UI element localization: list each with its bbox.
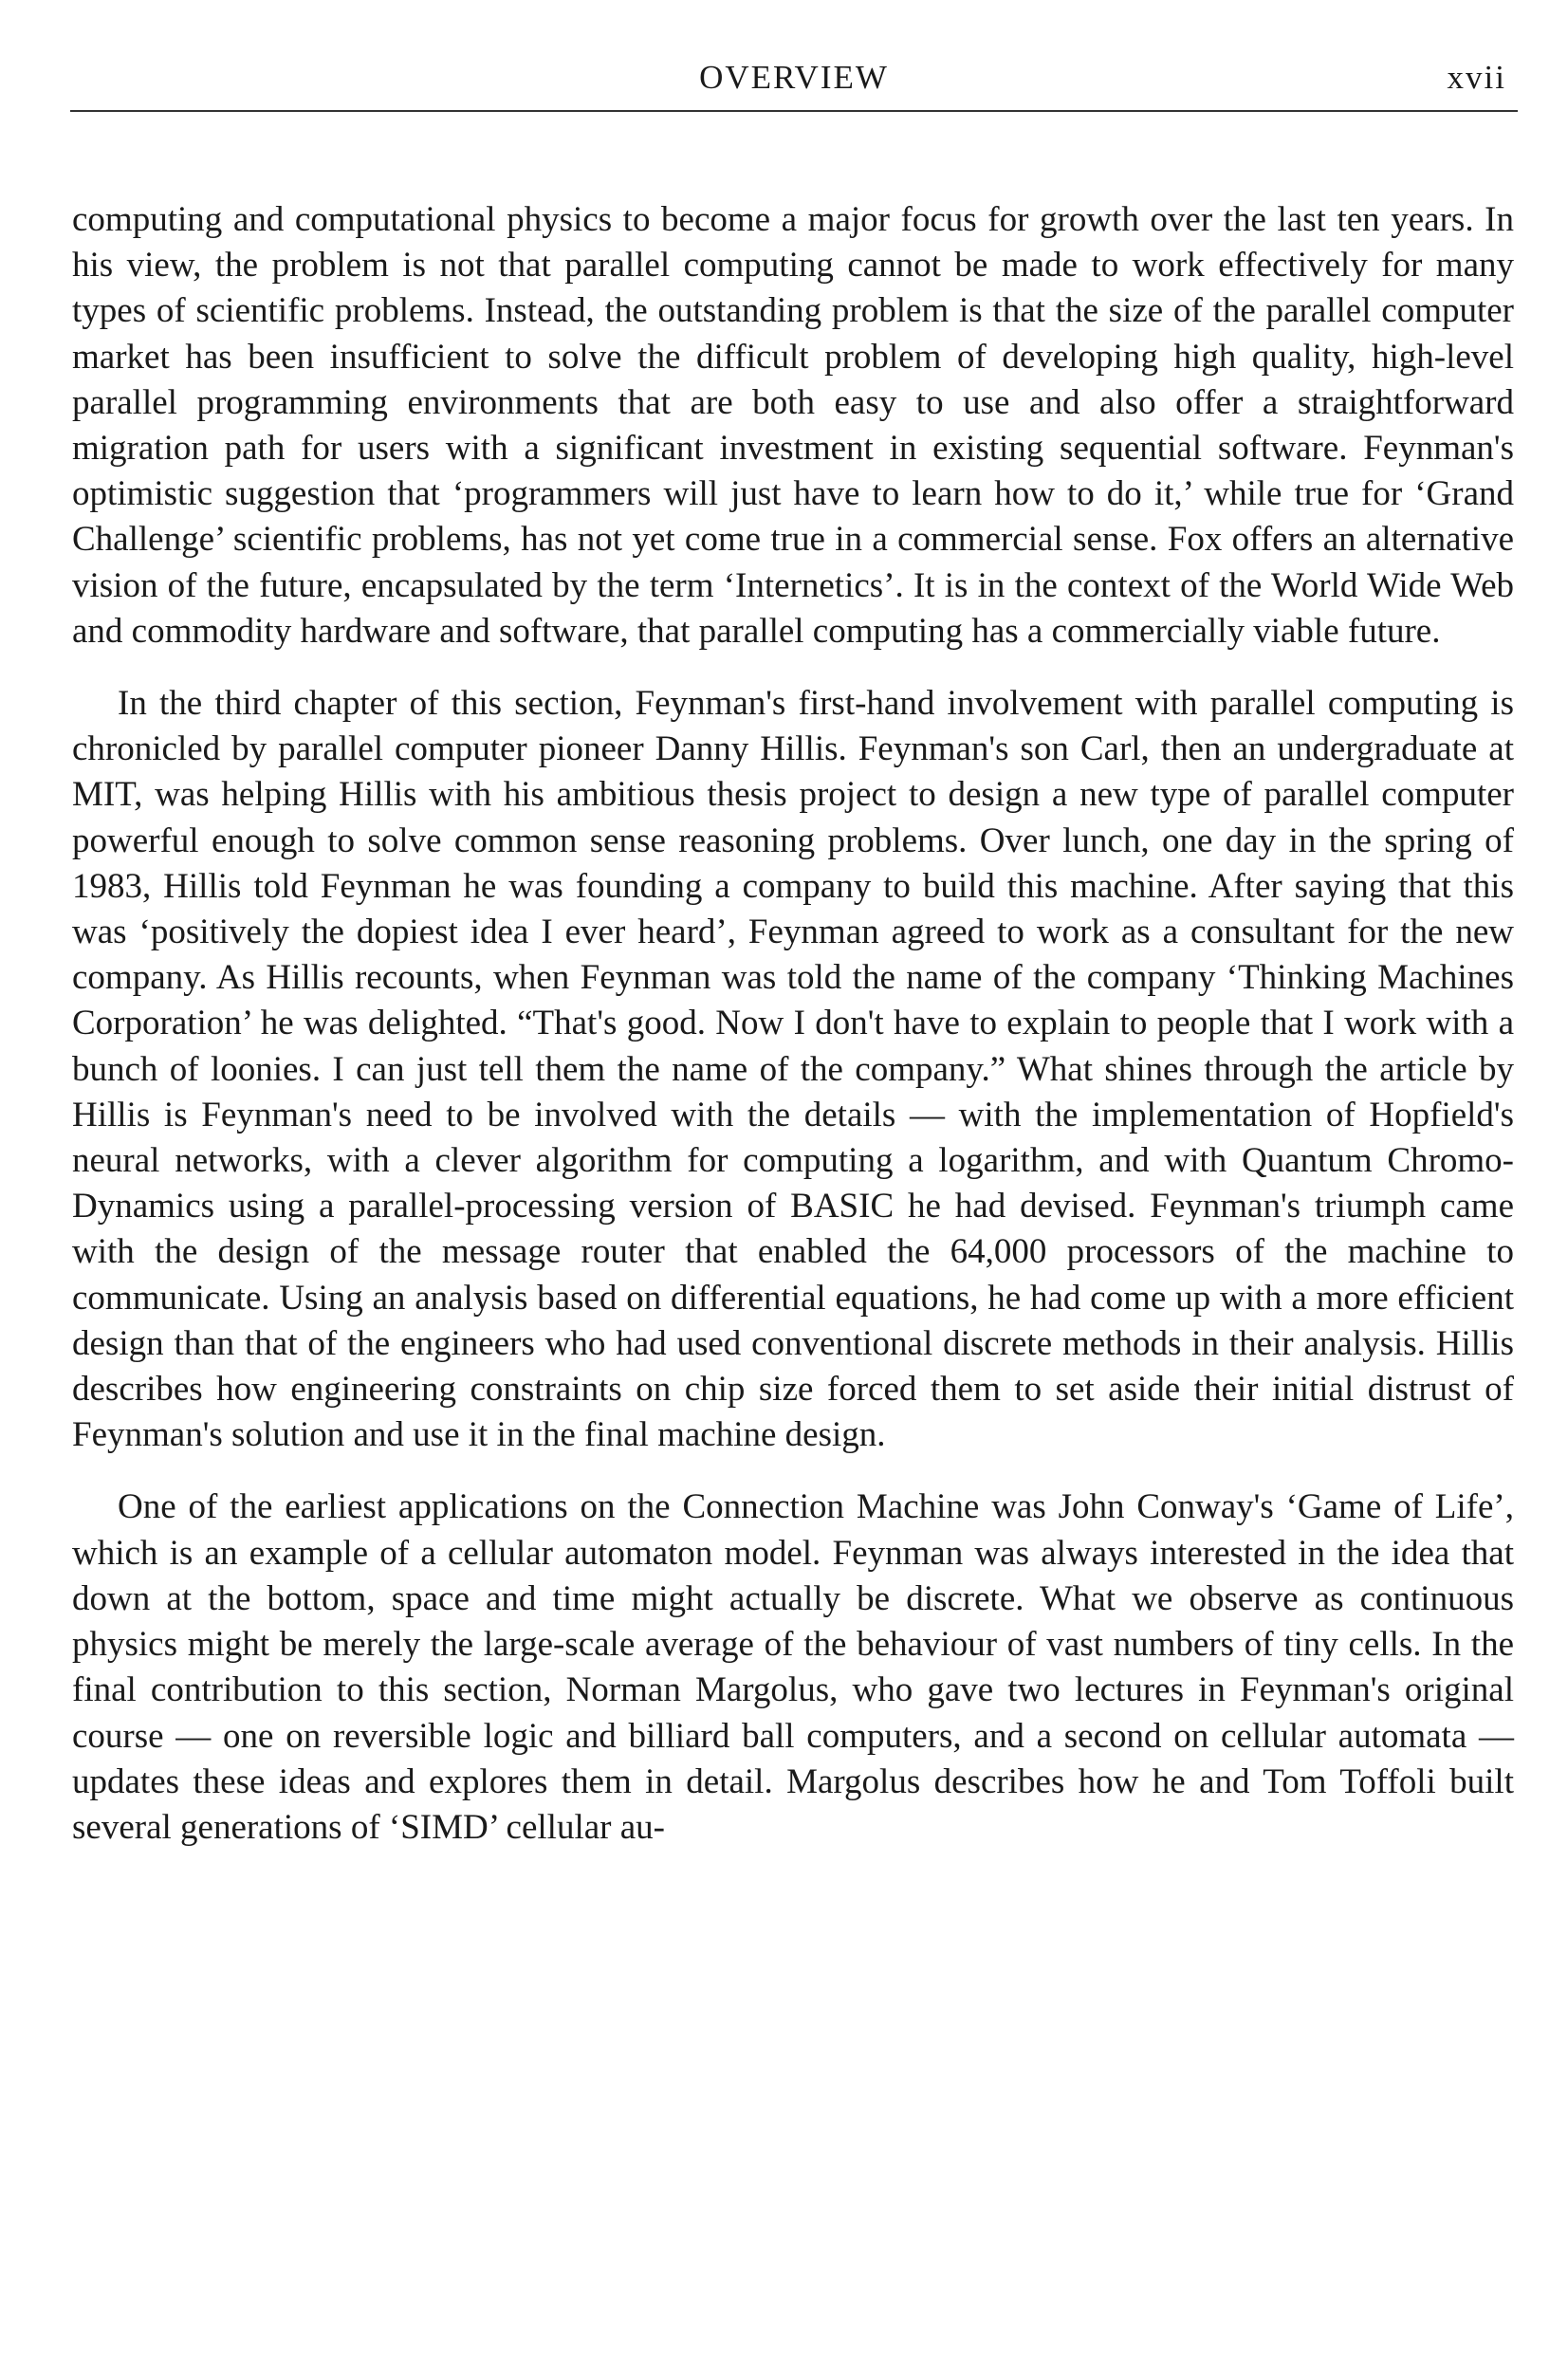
header-rule [70,110,1518,112]
paragraph-3: One of the earliest applications on the Connection Machine was John Conway's ‘Game of Life’, which is an example of a cellular automaton model. Feynman was always interested in the idea that down at the bottom, space and time might actually be discrete. What we observe as continuous physics might be merely the large-scale average of the behaviour of vast numbers of tiny cells. In the final contribution to this section, Norman Margolus, who gave two lectures in Feynman's original course — one on reversible logic and billiard ball computers, and a second on cellular automata — updates these ideas and explores them in detail. Margolus describes how he and Tom Toffoli built several generations of ‘SIMD’ cellular au- [72,1487,1514,1847]
body-text [72,197,1514,1851]
paragraph-1: computing and computational physics to become a major focus for growth over the last ten years. In his view, the problem is not that parallel computing cannot be made to work effectively for many types of scientific problems. Instead, the outstanding problem is that the size of the parallel computer market has been insufficient to solve the difficult problem of developing high quality, high-level parallel programming environments that are both easy to use and also offer a straightforward migration path for users with a significant investment in existing sequential software. Feynman's optimistic suggestion that ‘programmers will just have to learn how to do it,’ while true for ‘Grand Challenge’ scientific problems, has not yet come true in a commercial sense. Fox offers an alternative vision of the future, encapsulated by the term ‘Internetics’. It is in the context of the World Wide Web and commodity hardware and software, that parallel computing has a commercially viable future. [72,200,1514,651]
header-title: OVERVIEW [699,59,889,96]
running-header [70,59,1518,106]
page-number: xvii [1447,59,1506,96]
paragraph-2: In the third chapter of this section, Feynman's first-hand involvement with parallel computing is chronicled by parallel computer pioneer Danny Hillis. Feynman's son Carl, then an undergraduate at MIT, was helping Hillis with his ambitious thesis project to design a new type of parallel computer powerful enough to solve common sense reasoning problems. Over lunch, one day in the spring of 1983, Hillis told Feynman he was founding a company to build this machine. After saying that this was ‘positively the dopiest idea I ever heard’, Feynman agreed to work as a consultant for the new company. As Hillis recounts, when Feynman was told the name of the company ‘Thinking Machines Corporation’ he was delighted. “That's good. Now I don't have to explain to people that I work with a bunch of loonies. I can just tell them the name of the company.” What shines through the article by Hillis is Feynman's need to be involved with the details — with the implementation of Hopfield's neural networks, with a clever algorithm for computing a logarithm, and with Quantum Chromo-Dynamics using a parallel-processing version of BASIC he had devised. Feynman's triumph came with the design of the message router that enabled the 64,000 processors of the machine to communicate. Using an analysis based on differential equations, he had come up with a more efficient design than that of the engineers who had used conventional discrete methods in their analysis. Hillis describes how engineering constraints on chip size forced them to set aside their initial distrust of Feynman's solution and use it in the final machine design. [72,684,1514,1455]
